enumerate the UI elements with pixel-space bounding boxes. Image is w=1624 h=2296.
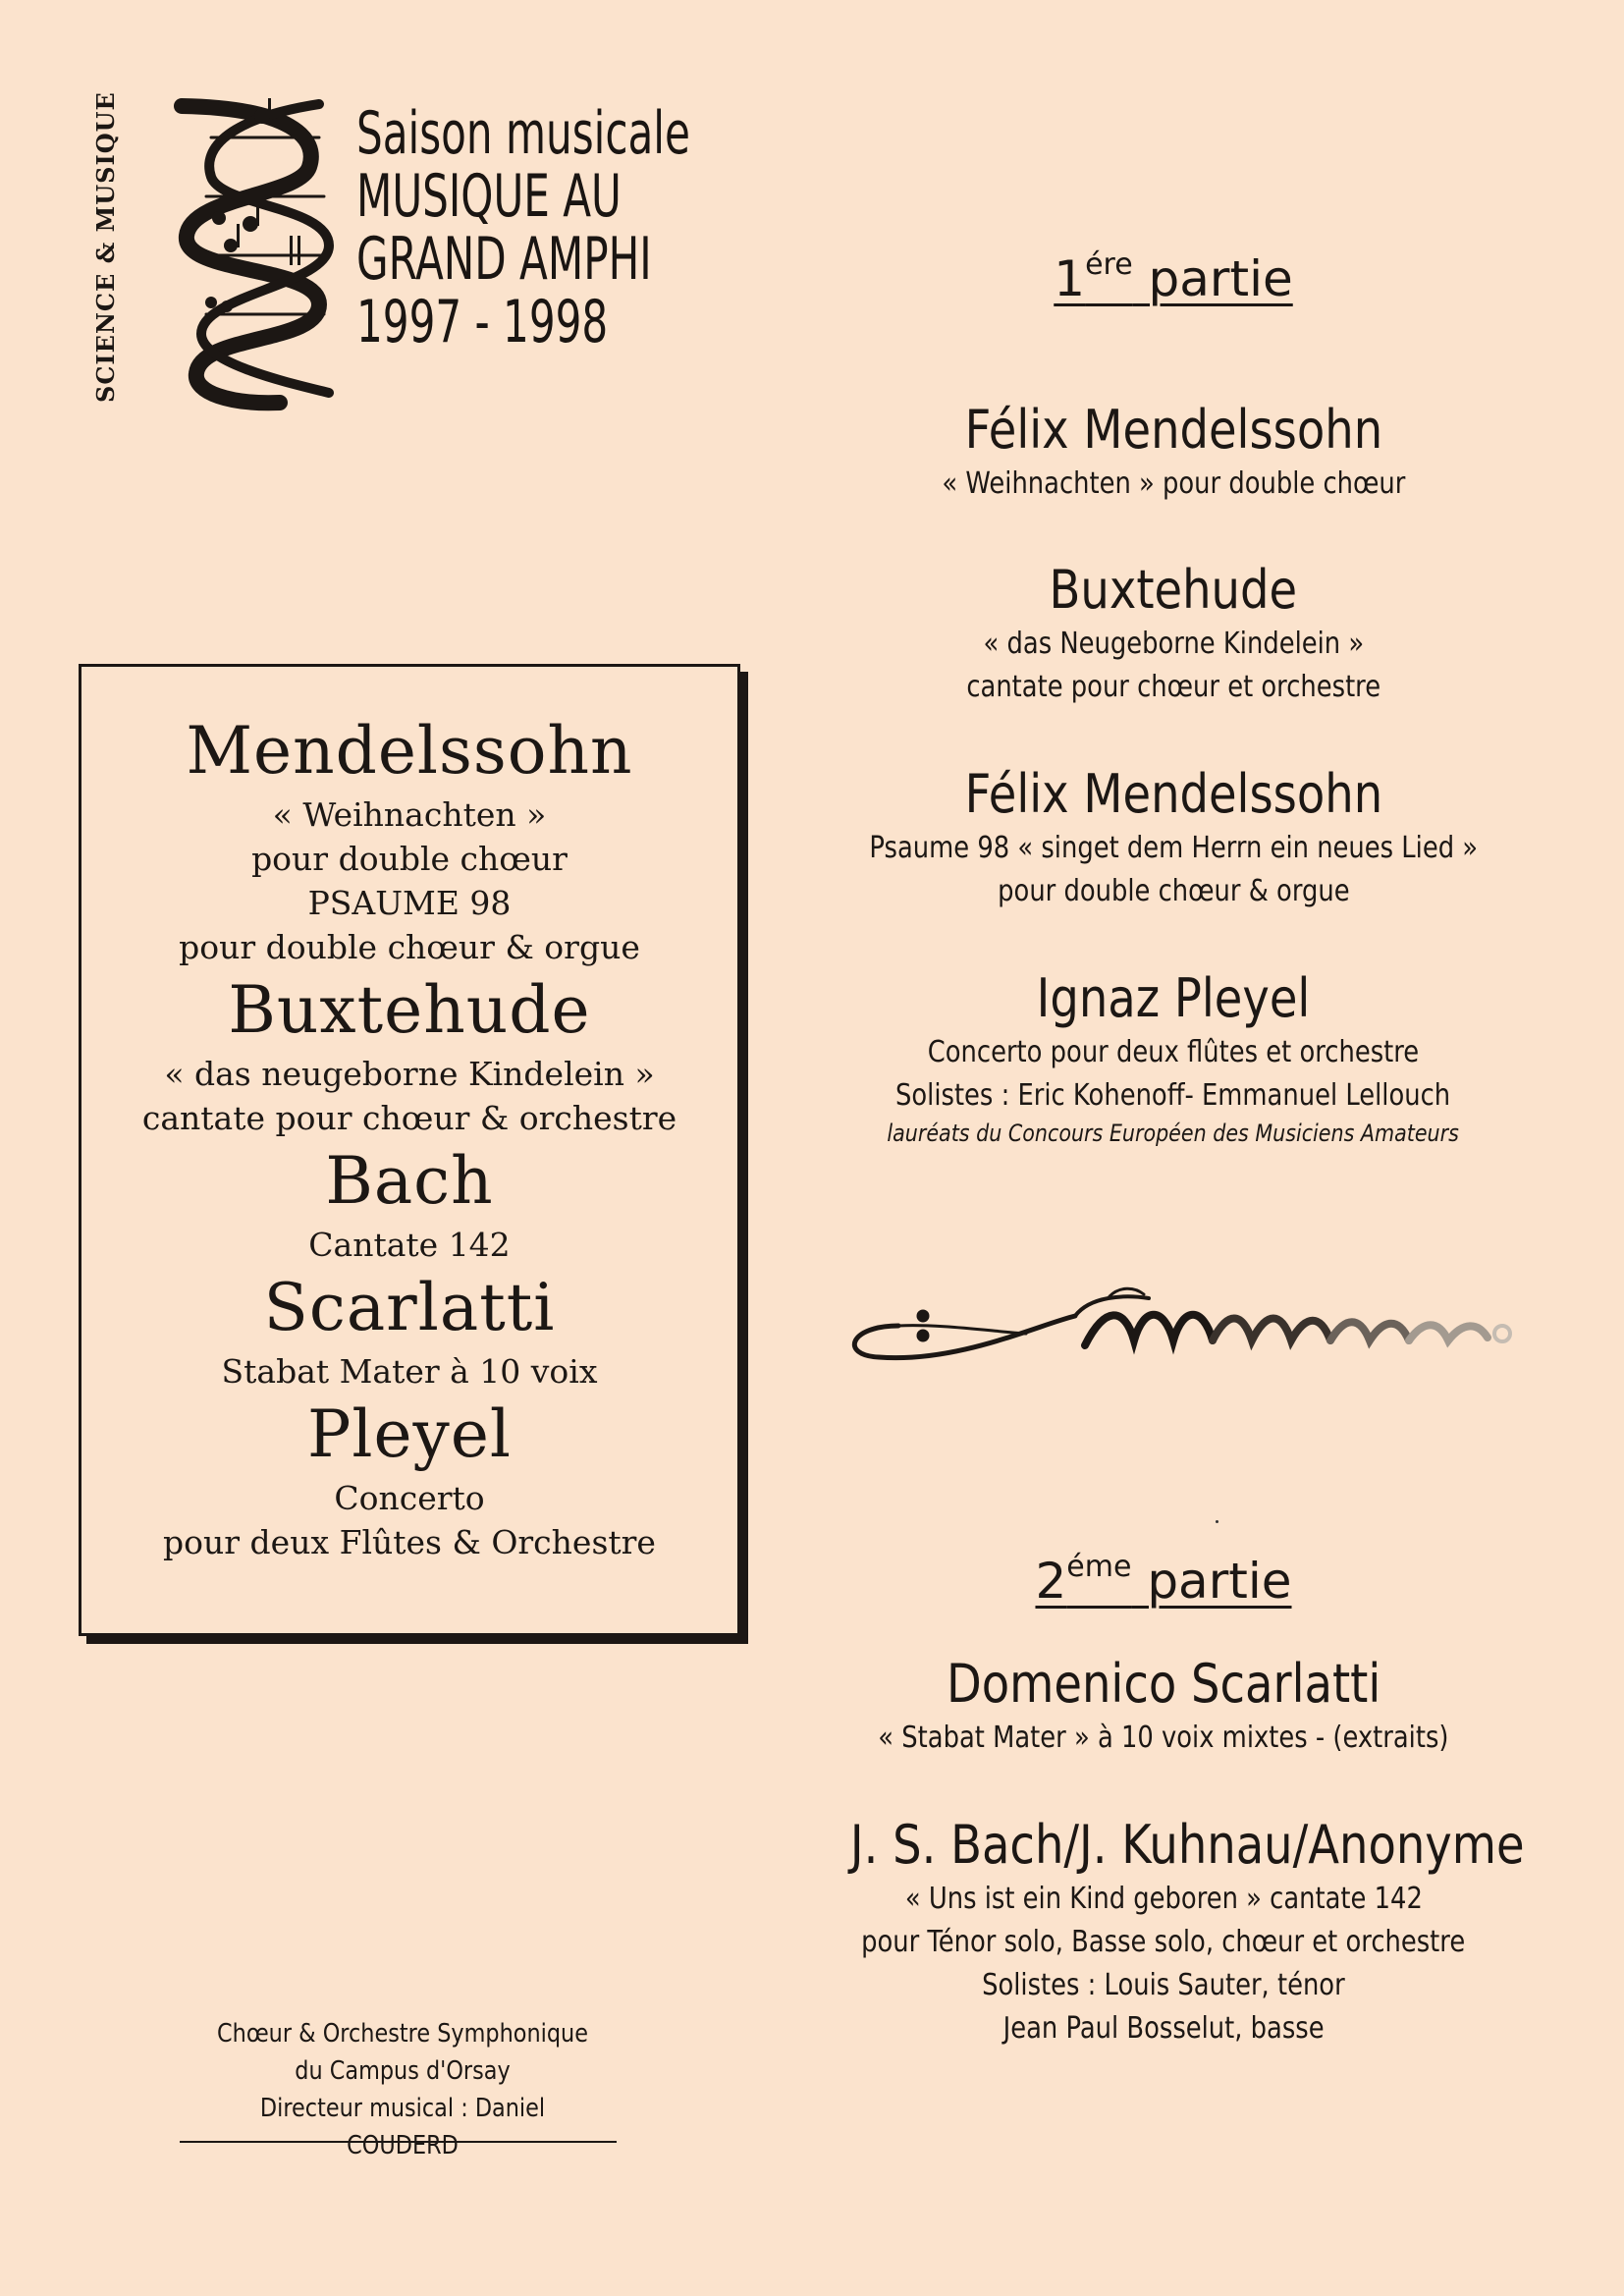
dna-helix-music-notes-icon bbox=[172, 98, 349, 412]
season-years: 1997 - 1998 bbox=[356, 288, 609, 356]
summary-composer: Mendelssohn bbox=[186, 713, 633, 789]
part-1-superscript: ére bbox=[1085, 247, 1133, 282]
summary-composer: Bach bbox=[325, 1143, 494, 1219]
credits-line: du Campus d'Orsay bbox=[295, 2056, 511, 2086]
season-line-3: GRAND AMPHI bbox=[356, 225, 652, 294]
work-detail: Concerto pour deux flûtes et orchestre bbox=[927, 1035, 1420, 1069]
work-detail: Solistes : Eric Kohenoff- Emmanuel Lellouch bbox=[895, 1078, 1451, 1113]
summary-composer: Buxtehude bbox=[228, 972, 591, 1048]
part-2-superscript: éme bbox=[1066, 1550, 1132, 1584]
summary-line: pour double chœur & orgue bbox=[179, 928, 640, 966]
work-detail: Solistes : Louis Sauter, ténor bbox=[982, 1968, 1345, 2002]
work-composer: Ignaz Pleyel bbox=[1036, 967, 1311, 1029]
season-heading bbox=[356, 99, 710, 356]
work-detail: Jean Paul Bosselut, basse bbox=[1002, 2011, 1325, 2046]
work-composer: Domenico Scarlatti bbox=[946, 1653, 1381, 1715]
credits-line: Chœur & Orchestre Symphonique bbox=[217, 2019, 588, 2049]
summary-composer: Pleyel bbox=[306, 1396, 513, 1472]
part-2-word: partie bbox=[1131, 1553, 1292, 1610]
work-detail: « Stabat Mater » à 10 voix mixtes - (extraits) bbox=[878, 1721, 1449, 1755]
work-item bbox=[805, 558, 1542, 709]
summary-line: cantate pour chœur & orchestre bbox=[141, 1099, 677, 1137]
summary-line: Cantate 142 bbox=[308, 1226, 511, 1264]
work-item bbox=[795, 1813, 1532, 2050]
summary-line: pour deux Flûtes & Orchestre bbox=[163, 1523, 656, 1561]
credits-divider bbox=[180, 2141, 617, 2143]
season-line-2: MUSIQUE AU bbox=[356, 162, 622, 231]
work-item bbox=[805, 762, 1542, 913]
work-detail: cantate pour chœur et orchestre bbox=[966, 670, 1380, 704]
work-detail: « Weihnachten » pour double chœur bbox=[942, 466, 1405, 501]
work-item bbox=[805, 966, 1542, 1149]
work-detail: « Uns ist ein Kind geboren » cantate 142 bbox=[904, 1882, 1423, 1916]
work-detail: pour double chœur & orgue bbox=[997, 874, 1350, 908]
work-composer: Félix Mendelssohn bbox=[964, 763, 1382, 825]
season-line-1: Saison musicale bbox=[356, 99, 690, 168]
summary-line: Stabat Mater à 10 voix bbox=[221, 1352, 598, 1391]
part-2-number: 2 bbox=[1035, 1553, 1067, 1610]
summary-line: pour double chœur bbox=[251, 840, 568, 878]
work-composer: Buxtehude bbox=[1049, 559, 1298, 621]
work-detail: pour Ténor solo, Basse solo, chœur et orchestre bbox=[861, 1925, 1466, 1959]
summary-line: « Weihnachten » bbox=[272, 795, 547, 834]
program-summary-box bbox=[79, 664, 740, 1636]
vertical-label: SCIENCE & MUSIQUE bbox=[91, 91, 120, 403]
part-2-heading bbox=[795, 1538, 1532, 1611]
paper-speck bbox=[1216, 1520, 1218, 1523]
work-detail: « das Neugeborne Kindelein » bbox=[983, 627, 1364, 661]
summary-composer: Scarlatti bbox=[263, 1270, 556, 1345]
summary-line: « das neugeborne Kindelein » bbox=[164, 1055, 655, 1093]
work-composer: J. S. Bach/J. Kuhnau/Anonyme bbox=[849, 1814, 1525, 1876]
summary-line: PSAUME 98 bbox=[307, 884, 512, 922]
work-composer: Félix Mendelssohn bbox=[964, 399, 1382, 461]
part-1-number: 1 bbox=[1054, 250, 1086, 307]
part-1-word: partie bbox=[1132, 250, 1293, 307]
decorative-flourish-icon bbox=[839, 1286, 1527, 1375]
work-item bbox=[795, 1652, 1532, 1760]
credits-line: Directeur musical : Daniel COUDERD bbox=[259, 2094, 546, 2160]
work-detail: Psaume 98 « singet dem Herrn ein neues Lied » bbox=[869, 831, 1478, 865]
work-note: lauréats du Concours Européen des Musiciens Amateurs bbox=[887, 1120, 1460, 1147]
summary-line: Concerto bbox=[334, 1479, 485, 1517]
part-1-heading bbox=[805, 236, 1542, 308]
work-item bbox=[805, 398, 1542, 506]
